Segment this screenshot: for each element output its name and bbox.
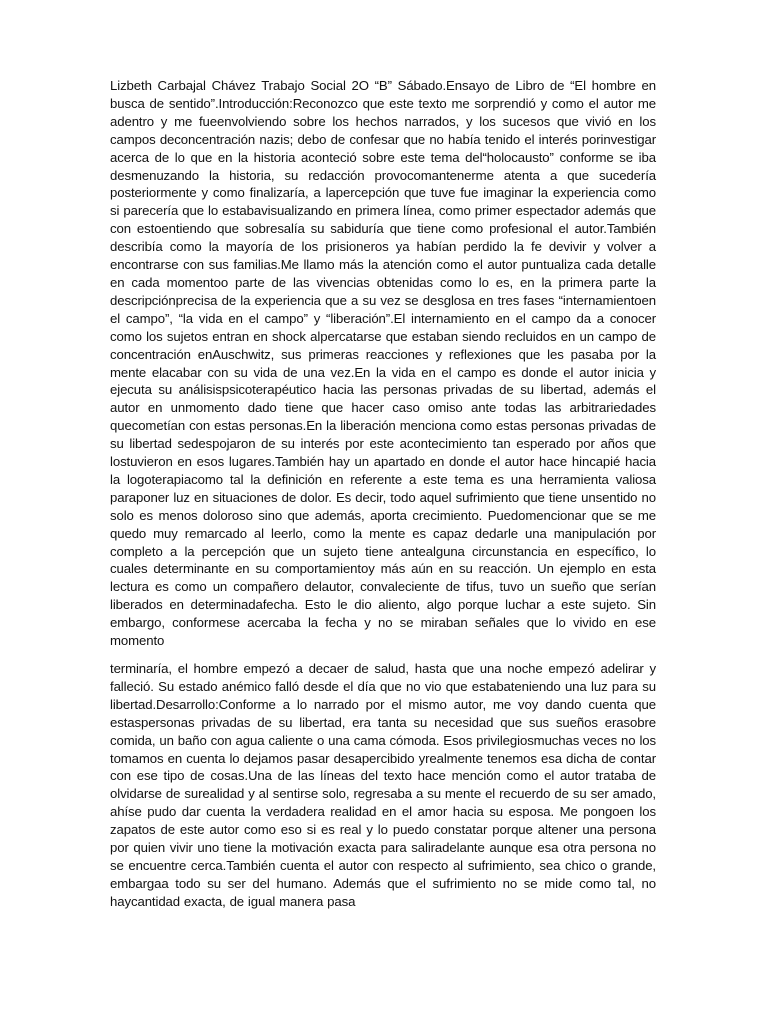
essay-paragraph-1: Lizbeth Carbajal Chávez Trabajo Social 2O “B” Sábado.Ensayo de Libro de “El hombre en busca de sentido”.Introducción:Reconozco que este texto me sorprendió y como el autor me adentro y me fueenvolviendo sobre los hechos narrados, y los sucesos que vivió en los campos deconcentración nazis; debo de confesar que no había tenido el interés porinvestigar acerca de lo que en la historia aconteció sobre este tema del“holocausto” conforme se iba desmenuzando la historia, su redacción provocomantenerme atenta a que sucedería posteriormente y como finalizaría, a lapercepción que tuve fue imaginar la experiencia como si parecería que lo estabavisualizando en primera línea, como primer espectador además que con estoentiendo que sobresalía su sabiduría que tiene como profesional el autor.También describía como la mayoría de los prisioneros ya habían perdido la fe devivir y volver a encontrarse con sus familias.Me llamo más la atención como el autor puntualiza cada detalle en cada momentoo parte de las vivencias obtenidas como lo es, en la primera parte la descripciónprecisa de la experiencia que a su vez se desglosa en tres fases “internamientoen el campo”, “la vida en el campo” y “liberación”.El internamiento en el campo da a conocer como los sujetos entran en shock alpercatarse que estaban siendo recluidos en un campo de concentración enAuschwitz, sus primeras reacciones y reflexiones que les pasaba por la mente elacabar con su vida de una vez.En la vida en el campo es donde el autor inicia y ejecuta su análisispsicoterapéutico hacia las personas privadas de su libertad, además el autor en unmomento dado tiene que hacer caso omiso ante todas las arbitrariedades quecometían con estas personas.En la liberación menciona como estas personas privadas de su libertad sedespojaron de su interés por este acontecimiento tan esperado por años que lostuvieron en esos lugares.También hay un apartado en donde el autor hace hincapié hacia la logoterapiacomo tal la definición en referente a este tema es una herramienta valiosa paraponer luz en situaciones de dolor. Es decir, todo aquel sufrimiento que tiene unsentido no solo es menos doloroso sino que además, aporta crecimiento. Puedomencionar que se me quedo muy remarcado al leerlo, como la mente es capaz dedarle una manipulación por completo a la percepción que un sujeto tiene antealguna circunstancia en específico, lo cuales determinante en su comportamientoy más aún en su reacción. Un ejemplo en esta lectura es como un compañero delautor, convaleciente de tifus, tuvo un sueño que serían liberados en determinadafecha. Esto le dio aliento, algo porque luchar a este sujeto. Sin embargo, conformese acercaba la fecha y no se miraban señales que lo vivido en ese momento [110, 78, 656, 649]
essay-paragraph-2: terminaría, el hombre empezó a decaer de salud, hasta que una noche empezó adelirar y falleció. Su estado anémico falló desde el día que no vio que estabateniendo una luz para su libertad.Desarrollo:Conforme a lo narrado por el mismo autor, me voy dando cuenta que estaspersonas privadas de su libertad, era tanta su necesidad que sus sueños erasobre comida, un baño con agua caliente o una cama cómoda. Esos privilegiosmuchas veces no los tomamos en cuenta lo dejamos pasar desapercibido yrealmente tenemos esa dicha de contar con ese tipo de cosas.Una de las líneas del texto hace mención como el autor trataba de olvidarse de surealidad y al sentirse solo, regresaba a su mente el recuerdo de su ser amado, ahíse pudo dar cuenta la verdadera realidad en el amor hacia su esposa. Me pongoen los zapatos de este autor como eso si es real y lo puedo constatar porque altener una persona por quien vivir uno tiene la motivación exacta para saliradelante aunque esa otra persona no se encuentre cerca.También cuenta el autor con respecto al sufrimiento, sea chico o grande, embargaa todo su ser del humano. Además que el sufrimiento no se mide como tal, no haycantidad exacta, de igual manera pasa [110, 661, 656, 909]
document-page [110, 77, 656, 911]
